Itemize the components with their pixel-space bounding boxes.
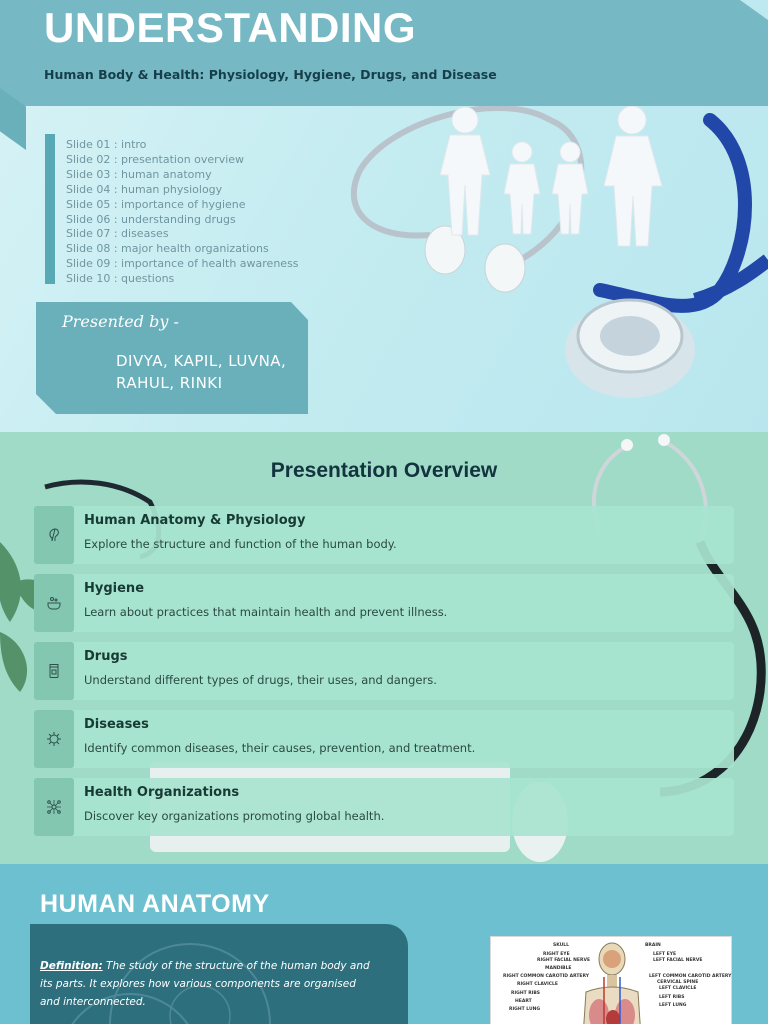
diagram-label: RIGHT CLAVICLE — [517, 982, 558, 987]
overview-item-drugs — [34, 642, 734, 700]
anatomy-diagram-image — [490, 936, 732, 1024]
overview-item-description: Explore the structure and function of the human body. — [84, 537, 397, 551]
overview-item-title: Human Anatomy & Physiology — [84, 513, 306, 528]
agenda-item: Slide 05 : importance of hygiene — [66, 197, 246, 211]
agenda-item: Slide 02 : presentation overview — [66, 152, 245, 166]
intro-slide — [0, 0, 768, 432]
definition-text — [40, 957, 370, 1011]
diagram-label: CERVICAL SPINE — [657, 980, 699, 985]
anatomy-title: HUMAN ANATOMY — [40, 890, 270, 918]
network-icon — [34, 778, 74, 836]
diagram-label: LEFT LUNG — [659, 1003, 687, 1008]
diagram-label: SKULL — [553, 943, 570, 948]
definition-body: The study of the structure of the human body and its parts. It explores how various components are organised and interconnected. — [40, 960, 370, 1008]
overview-item-description: Learn about practices that maintain health and prevent illness. — [84, 605, 448, 619]
definition-label: Definition: — [40, 960, 103, 972]
hygiene-icon — [34, 574, 74, 632]
agenda-accent-bar — [45, 134, 55, 284]
diagram-label: RIGHT EYE — [543, 952, 570, 957]
diagram-label: RIGHT FACIAL NERVE — [537, 958, 591, 963]
agenda-item: Slide 07 : diseases — [66, 227, 169, 241]
overview-item-anatomy — [34, 506, 734, 564]
pill-bottle-icon — [34, 642, 74, 700]
definition-card — [30, 924, 408, 1024]
diagram-label: HEART — [515, 999, 532, 1004]
diagram-label: RIGHT COMMON CAROTID ARTERY — [503, 974, 589, 979]
slide-subtitle: Human Body & Health: Physiology, Hygiene, Drugs, and Disease — [44, 67, 497, 82]
diagram-label: LEFT CLAVICLE — [659, 986, 697, 991]
diagram-label: RIGHT RIBS — [511, 991, 541, 996]
presented-by-label: Presented by - — [62, 312, 179, 331]
presenter-names: DIVYA, KAPIL, LUVNA, RAHUL, RINKI — [116, 352, 287, 392]
overview-title: Presentation Overview — [270, 459, 498, 482]
overview-item-title: Drugs — [84, 649, 128, 664]
agenda-item: Slide 06 : understanding drugs — [66, 212, 236, 226]
overview-item-description: Discover key organizations promoting global health. — [84, 809, 385, 823]
agenda-item: Slide 01 : intro — [66, 138, 147, 151]
human-anatomy-slide — [0, 864, 768, 1024]
agenda-item: Slide 03 : human anatomy — [66, 167, 212, 181]
anatomy-icon — [34, 506, 74, 564]
agenda-item: Slide 04 : human physiology — [66, 182, 223, 196]
overview-item-title: Health Organizations — [84, 785, 240, 800]
overview-slide — [0, 432, 768, 864]
diagram-label: BRAIN — [645, 943, 661, 948]
overview-item-description: Identify common diseases, their causes, prevention, and treatment. — [84, 741, 476, 755]
overview-item-health-organizations — [34, 778, 734, 836]
diagram-label: LEFT COMMON CAROTID ARTERY — [649, 974, 732, 979]
agenda-item: Slide 08 : major health organizations — [66, 242, 269, 256]
overview-item-diseases — [34, 710, 734, 768]
agenda-list — [66, 138, 299, 287]
diagram-label: LEFT EYE — [653, 952, 677, 957]
overview-item-description: Understand different types of drugs, their uses, and dangers. — [84, 673, 437, 687]
diagram-label: RIGHT LUNG — [509, 1007, 541, 1012]
diagram-label: LEFT FACIAL NERVE — [653, 958, 703, 963]
virus-icon — [34, 710, 74, 768]
agenda-item: Slide 10 : questions — [66, 272, 175, 286]
overview-item-title: Hygiene — [84, 581, 145, 596]
stethoscope-family-image — [300, 100, 768, 432]
overview-item-hygiene — [34, 574, 734, 632]
agenda-item: Slide 09 : importance of health awareness — [66, 257, 299, 271]
overview-item-title: Diseases — [84, 717, 149, 732]
diagram-label: MANDIBLE — [545, 966, 572, 971]
slide-title: UNDERSTANDING — [44, 4, 417, 51]
diagram-label: LEFT RIBS — [659, 995, 685, 1000]
